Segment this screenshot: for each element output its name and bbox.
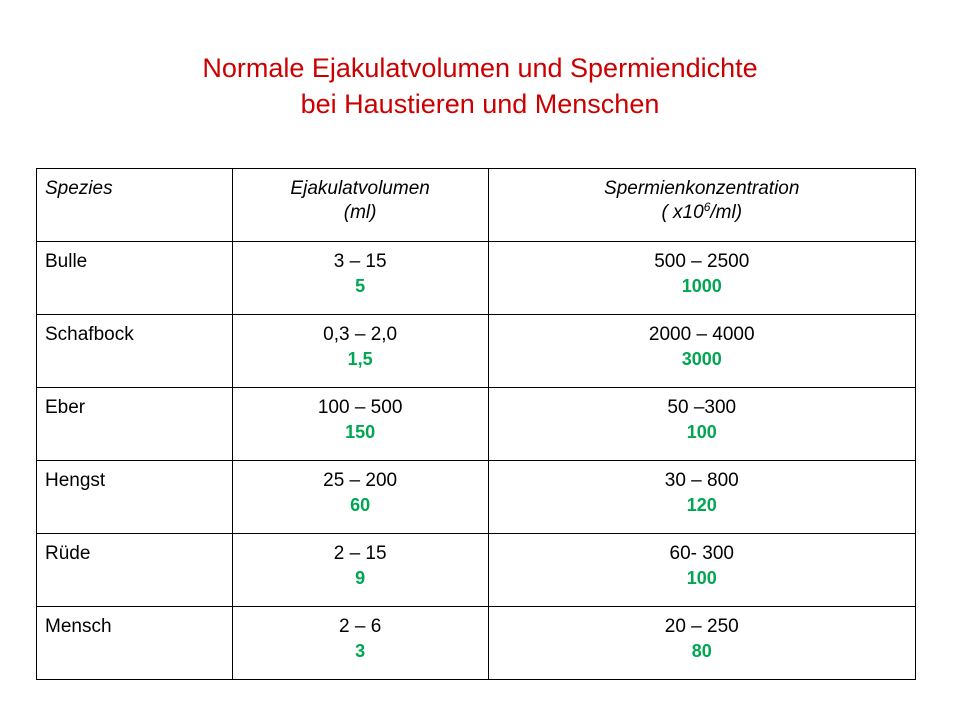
table-row [37, 461, 916, 534]
volume-mean: 150 [345, 422, 376, 442]
concentration-cell [488, 242, 916, 315]
table-header-row [37, 169, 916, 242]
concentration-range: 500 – 2500 [654, 251, 750, 272]
volume-range: 3 – 15 [333, 251, 387, 272]
header-volume-unit: (ml) [343, 202, 377, 223]
unit-exponent: 6 [703, 200, 711, 214]
table-row [37, 388, 916, 461]
species-cell: Schafbock [37, 315, 233, 388]
volume-range: 100 – 500 [317, 397, 403, 418]
volume-cell [232, 534, 488, 607]
title-line-2: bei Haustieren und Menschen [300, 89, 660, 119]
concentration-mean: 120 [686, 495, 717, 515]
concentration-range: 20 – 250 [664, 616, 739, 637]
header-concentration-label: Spermienkonzentration [604, 178, 800, 199]
concentration-cell [488, 461, 916, 534]
volume-mean: 9 [355, 568, 366, 588]
header-concentration [488, 169, 916, 242]
concentration-mean: 3000 [681, 349, 722, 369]
volume-range: 2 – 15 [333, 543, 387, 564]
header-volume [232, 169, 488, 242]
concentration-mean: 100 [686, 568, 717, 588]
species-cell: Bulle [37, 242, 233, 315]
species-cell: Eber [37, 388, 233, 461]
concentration-cell [488, 607, 916, 680]
species-cell: Mensch [37, 607, 233, 680]
concentration-range: 60- 300 [669, 543, 734, 564]
species-cell: Hengst [37, 461, 233, 534]
concentration-cell [488, 388, 916, 461]
unit-suffix: /ml) [710, 202, 743, 223]
volume-cell [232, 388, 488, 461]
concentration-range: 50 –300 [667, 397, 737, 418]
header-volume-label: Ejakulatvolumen [290, 178, 430, 199]
concentration-cell [488, 534, 916, 607]
table-row [37, 534, 916, 607]
table-row [37, 607, 916, 680]
volume-cell [232, 607, 488, 680]
volume-mean: 1,5 [347, 349, 373, 369]
ejaculate-table [36, 168, 916, 680]
table-row [37, 315, 916, 388]
volume-range: 2 – 6 [339, 616, 382, 637]
volume-cell [232, 242, 488, 315]
header-concentration-unit [489, 201, 916, 225]
table-row [37, 242, 916, 315]
title-line-1: Normale Ejakulatvolumen und Spermiendichte [202, 53, 758, 83]
concentration-cell [488, 315, 916, 388]
header-species-label: Spezies [45, 178, 113, 199]
concentration-range: 2000 – 4000 [648, 324, 755, 345]
volume-cell [232, 461, 488, 534]
concentration-mean: 100 [686, 422, 717, 442]
concentration-mean: 1000 [681, 276, 722, 296]
unit-prefix: ( x10 [661, 202, 704, 223]
species-cell: Rüde [37, 534, 233, 607]
slide-title [0, 50, 960, 122]
volume-range: 0,3 – 2,0 [323, 324, 398, 345]
volume-mean: 3 [355, 641, 366, 661]
volume-range: 25 – 200 [323, 470, 398, 491]
concentration-range: 30 – 800 [664, 470, 739, 491]
volume-mean: 5 [355, 276, 366, 296]
volume-cell [232, 315, 488, 388]
volume-mean: 60 [350, 495, 371, 515]
concentration-mean: 80 [691, 641, 712, 661]
header-species [37, 169, 233, 242]
